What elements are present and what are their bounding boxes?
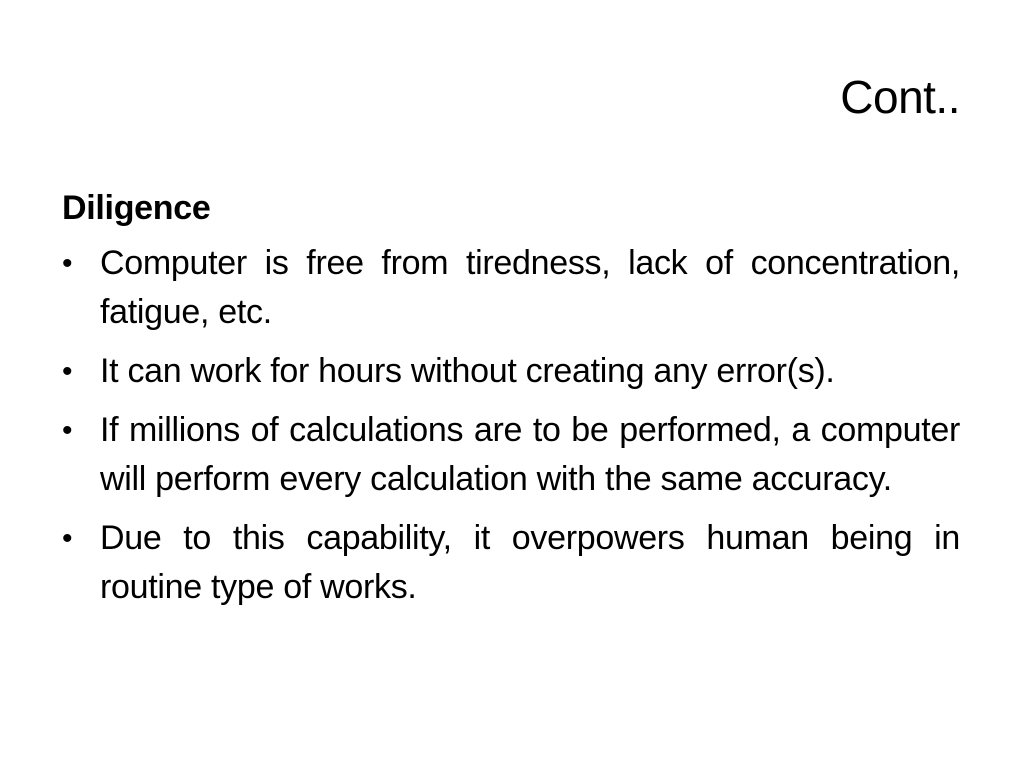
bullet-item	[62, 347, 960, 396]
bullet-icon: •	[62, 355, 73, 388]
section-heading: Diligence	[62, 189, 211, 227]
bullet-text: If millions of calculations are to be performed, a computer will perform every calculation with the same accuracy.	[100, 411, 960, 498]
bullet-icon: •	[62, 522, 73, 555]
bullet-item	[62, 406, 960, 504]
slide-body	[62, 184, 960, 622]
bullet-icon: •	[62, 414, 73, 447]
bullet-text: Computer is free from tiredness, lack of concentration, fatigue, etc.	[100, 244, 960, 331]
bullet-text: It can work for hours without creating any error(s).	[100, 352, 835, 390]
bullet-icon: •	[62, 247, 73, 280]
bullet-item	[62, 514, 960, 612]
slide-title: Cont..	[840, 71, 960, 123]
bullet-text: Due to this capability, it overpowers human being in routine type of works.	[100, 519, 960, 606]
bullet-item	[62, 239, 960, 337]
bullet-list	[62, 239, 960, 612]
